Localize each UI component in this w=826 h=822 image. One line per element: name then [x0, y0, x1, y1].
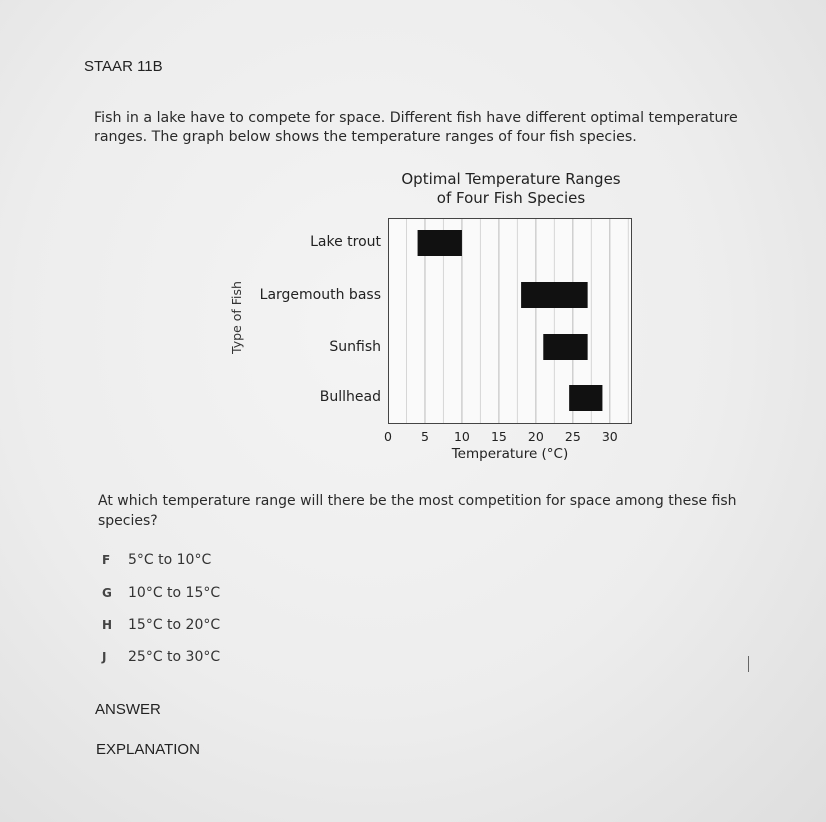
category-label-largemouth-bass: Largemouth bass: [259, 287, 381, 303]
x-tick-label: 30: [601, 429, 618, 444]
range-bar-bullhead: [569, 385, 602, 411]
option-letter: F: [102, 553, 111, 567]
chart-title: [380, 170, 642, 208]
option-text: 25°C to 30°C: [128, 649, 221, 665]
option-letter: H: [102, 618, 113, 632]
range-bar-sunfish: [543, 334, 587, 360]
option-j[interactable]: [102, 649, 220, 665]
x-tick-label: 10: [453, 429, 470, 444]
x-tick-label: 15: [490, 429, 507, 444]
question-text: At which temperature range will there be the most competition for space among these fish species?: [98, 493, 737, 529]
category-label-bullhead: Bullhead: [319, 389, 381, 405]
option-text: 15°C to 20°C: [128, 617, 221, 633]
option-f[interactable]: [102, 552, 211, 568]
option-letter: G: [102, 586, 112, 600]
option-text: 10°C to 15°C: [128, 585, 221, 601]
chart-plot-area: [388, 218, 632, 424]
x-tick-label: 25: [564, 429, 581, 444]
chart-title-line-1: Optimal Temperature Ranges: [401, 170, 621, 188]
option-h[interactable]: [102, 617, 220, 633]
explanation-label[interactable]: EXPLANATION: [96, 741, 200, 758]
header-label: STAAR 11B: [84, 58, 163, 75]
x-axis-label: Temperature (°C): [451, 446, 569, 462]
y-axis-label: Type of Fish: [228, 281, 244, 354]
option-g[interactable]: [102, 585, 220, 601]
text-cursor: [748, 656, 749, 672]
x-tick-label: 0: [384, 429, 392, 444]
option-text: 5°C to 10°C: [128, 552, 212, 568]
chart-title-line-2: of Four Fish Species: [436, 189, 586, 207]
range-bar-lake-trout: [418, 230, 462, 256]
option-letter: J: [102, 650, 107, 664]
category-label-lake-trout: Lake trout: [310, 234, 381, 250]
x-tick-label: 5: [420, 429, 429, 444]
x-tick-label: 20: [527, 429, 544, 444]
category-label-sunfish: Sunfish: [329, 339, 381, 355]
intro-text: Fish in a lake have to compete for space. Different fish have different optimal temperature ranges. The graph below shows the temperature ranges of four fish species.: [94, 110, 738, 145]
range-bar-largemouth-bass: [521, 282, 588, 308]
answer-label[interactable]: ANSWER: [95, 701, 161, 718]
